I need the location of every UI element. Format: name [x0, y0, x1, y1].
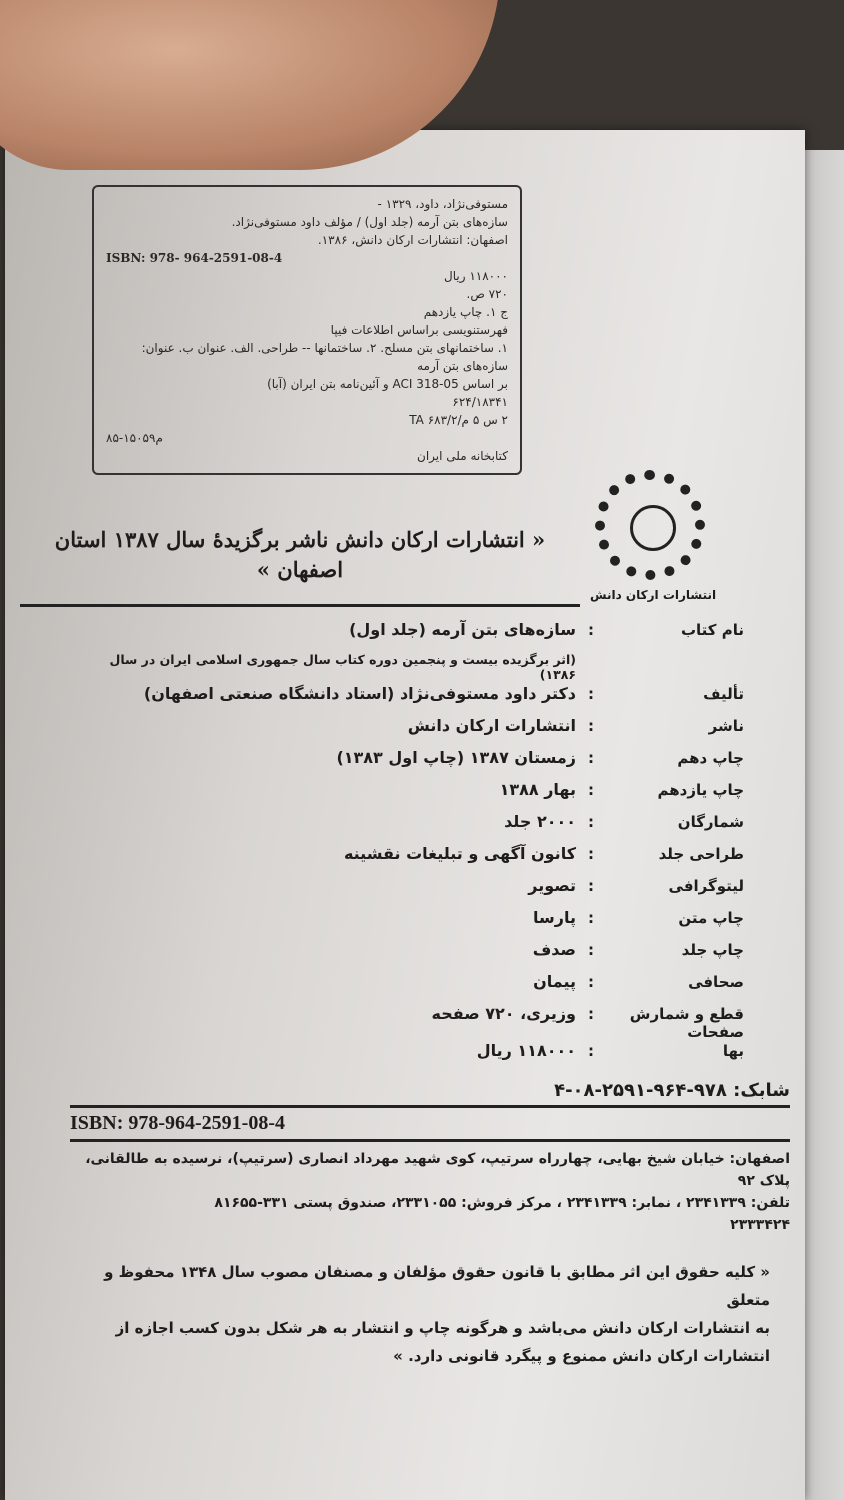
detail-colon: : [588, 941, 594, 959]
detail-value: دکتر داود مستوفی‌نژاد (استاد دانشگاه صنعتی اصفهان) [143, 684, 576, 703]
catalog-line: ۷۲۰ ص. [466, 287, 508, 301]
detail-label: لیتوگرافی [668, 877, 744, 895]
catalog-dewey: ۶۲۴/۱۸۳۴۱ [452, 395, 508, 409]
catalog-isbn: ISBN: 978- 964-2591-08-4 [106, 251, 283, 265]
copyright-line: انتشارات ارکان دانش ممنوع و پیگرد قانونی دارد. » [393, 1347, 770, 1365]
detail-label: چاپ جلد [681, 941, 744, 959]
detail-value: وزیری، ۷۲۰ صفحه [431, 1004, 576, 1023]
detail-value: تصویر [528, 876, 576, 895]
detail-label: بها [722, 1042, 744, 1060]
catalog-national-no: ۸۵-۱۵۰۵۹م [106, 431, 163, 445]
detail-row [94, 620, 744, 652]
detail-row [94, 684, 744, 716]
catalog-line: اصفهان: انتشارات ارکان دانش، ۱۳۸۶. [317, 233, 508, 247]
divider [20, 604, 580, 607]
award-note-row [94, 652, 744, 684]
phone-line: تلفن: ۲۳۴۱۳۳۹ ، نمابر: ۲۳۴۱۳۳۹ ، مرکز فروش: ۲۳۳۱۰۵۵، صندوق پستی ۳۳۱-۸۱۶۵۵ [214, 1195, 790, 1211]
detail-colon: : [588, 813, 594, 831]
detail-colon: : [588, 1005, 594, 1023]
detail-row [94, 972, 744, 1004]
detail-colon: : [588, 1042, 594, 1060]
catalog-line: کتابخانه ملی ایران [417, 449, 508, 463]
detail-label: چاپ متن [678, 909, 744, 927]
detail-label: چاپ دهم [677, 749, 744, 767]
detail-colon: : [588, 877, 594, 895]
catalog-line: ج ۱. چاپ یازدهم [423, 305, 508, 319]
detail-row [94, 780, 744, 812]
detail-value: صدف [532, 940, 576, 959]
shabak: شابک: ۹۷۸-۹۶۴-۲۵۹۱-۰۸-۴ [70, 1080, 790, 1108]
detail-value: کانون آگهی و تبلیغات نقشینه [343, 844, 576, 863]
detail-label: صحافی [688, 973, 744, 991]
detail-label: طراحی جلد [658, 845, 744, 863]
detail-row [94, 908, 744, 940]
detail-label: چاپ یازدهم [657, 781, 744, 799]
detail-row [94, 748, 744, 780]
detail-label: شمارگان [677, 813, 744, 831]
cataloging-box [92, 185, 522, 475]
detail-colon: : [588, 685, 594, 703]
detail-value: پارسا [533, 908, 576, 927]
detail-value: پیمان [533, 972, 576, 991]
detail-row [94, 844, 744, 876]
detail-value: سازه‌های بتن آرمه (جلد اول) [349, 620, 576, 639]
catalog-line: فهرستنویسی براساس اطلاعات فیپا [330, 323, 508, 337]
detail-colon: : [588, 781, 594, 799]
detail-colon: : [588, 973, 594, 991]
detail-colon: : [588, 909, 594, 927]
footer-info [70, 1080, 790, 1370]
copyright-notice [70, 1258, 790, 1370]
detail-row [94, 716, 744, 748]
catalog-line: سازه‌های بتن آرمه (جلد اول) / مؤلف داود مستوفی‌نژاد. [231, 215, 508, 229]
detail-row [94, 940, 744, 972]
detail-row [94, 876, 744, 908]
catalog-line: بر اساس ACI 318-05 و آئین‌نامه بتن ایران (آبا) [267, 377, 508, 391]
detail-colon: : [588, 621, 594, 639]
catalog-line: ۲ س ۵ م/۶۸۳/۲ TA [409, 413, 508, 427]
catalog-price: ۱۱۸۰۰۰ ریال [444, 269, 508, 283]
copyright-line: به انتشارات ارکان دانش می‌باشد و هرگونه چاپ و انتشار به هر شکل بدون کسب اجازه از [115, 1319, 770, 1337]
publisher-award-banner: « انتشارات ارکان دانش ناشر برگزیدهٔ سال ۱۳۸۷ استان اصفهان » [54, 527, 546, 582]
detail-value: انتشارات ارکان دانش [407, 716, 576, 735]
detail-colon: : [588, 717, 594, 735]
detail-value: ۲۰۰۰ جلد [504, 812, 576, 831]
detail-row [94, 1041, 744, 1073]
detail-row [94, 1004, 744, 1041]
detail-row [94, 812, 744, 844]
detail-value: ۱۱۸۰۰۰ ریال [476, 1041, 576, 1060]
detail-label: ناشر [708, 717, 744, 735]
detail-label: نام کتاب [680, 621, 744, 639]
address-line: اصفهان: خیابان شیخ بهایی، چهارراه سرتیپ، کوی شهید مهرداد انصاری (سرتیپ)، نرسیده به طالقانی، پلاک ۹۲ [85, 1151, 790, 1189]
detail-label: قطع و شمارش صفحات [629, 1005, 744, 1041]
detail-colon: : [588, 749, 594, 767]
detail-colon: : [588, 845, 594, 863]
publisher-logo [595, 470, 705, 580]
award-note: (اثر برگزیده بیست و پنجمین دوره کتاب سال جمهوری اسلامی ایران در سال ۱۳۸۶) [109, 652, 576, 682]
catalog-line: مستوفی‌نژاد، داود، ۱۳۲۹ - [377, 197, 508, 211]
copyright-line: « کلیه حقوق این اثر مطابق با قانون حقوق مؤلفان و مصنفان مصوب سال ۱۳۴۸ محفوظ و متعلق [104, 1263, 770, 1309]
detail-value: زمستان ۱۳۸۷ (چاپ اول ۱۳۸۳) [336, 748, 576, 767]
logo-caption: انتشارات ارکان دانش [590, 588, 717, 602]
phone-extra: ۲۳۳۳۴۲۴ [730, 1217, 790, 1233]
book-details [94, 620, 744, 1073]
catalog-line: ۱. ساختمانهای بتن مسلح. ۲. ساختمانها -- طراحی. الف. عنوان ب. عنوان: سازه‌های بتن آرمه [141, 341, 508, 373]
detail-value: بهار ۱۳۸۸ [499, 780, 576, 799]
isbn: ISBN: 978-964-2591-08-4 [70, 1108, 790, 1142]
detail-label: تألیف [703, 685, 744, 703]
